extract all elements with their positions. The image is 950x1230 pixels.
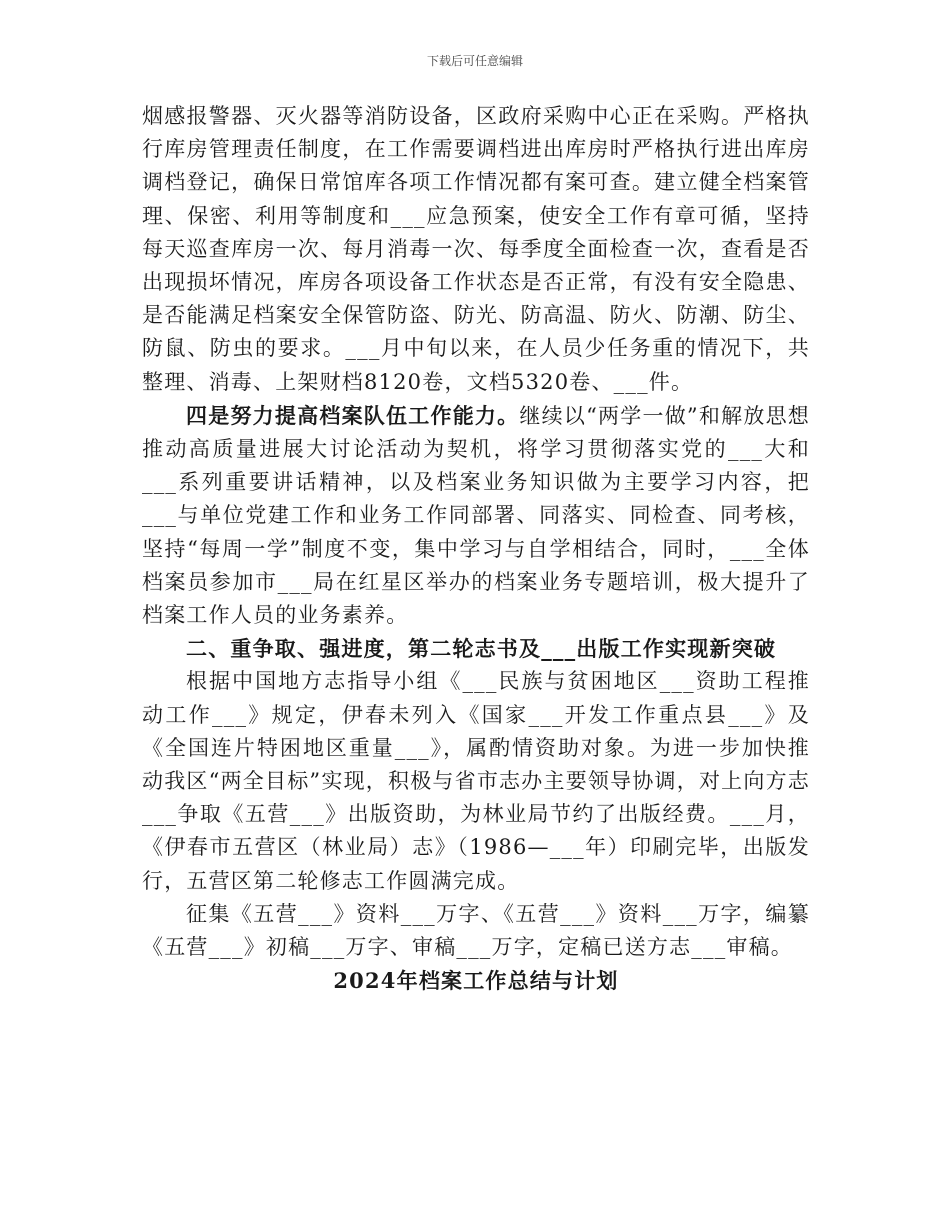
paragraph-lead-bold: 四是努力提高档案队伍工作能力。 [186, 402, 520, 428]
paragraph-archive-security: 烟感报警器、灭火器等消防设备，区政府采购中心正在采购。严格执行库房管理责任制度，在工作需要调档进出库房时严格执行进出库房调档登记，确保日常馆库各项工作情况都有案可查。建立健全档案管理、保密、利用等制度和___应急预案，使安全工作有章可循，坚持每天巡查库房一次、每月消毒一次、每季度全面检查一次，查看是否出现损坏情况，库房各项设备工作状态是否正常，有没有安全隐患、是否能满足档案安全保管防盗、防光、防高温、防火、防潮、防尘、防鼠、防虫的要求。___月中旬以来，在人员少任务重的情况下，共整理、消毒、上架财档8120卷，文档5320卷、___件。 [142, 104, 810, 394]
paragraph-body-text: 继续以“两学一做”和解放思想推动高质量进展大讨论活动为契机，将学习贯彻落实党的___大和___系列重要讲话精神，以及档案业务知识做为主要学习内容，把___与单位党建工作和业务工作同部署、同落实、同检查、同考核，坚持“每周一学”制度不变，集中学习与自学相结合，同时，___全体档案员参加市___局在红星区举办的档案业务专题培训，极大提升了档案工作人员的业务素养。 [142, 403, 810, 628]
section-heading-2: 二、重争取、强进度，第二轮志书及___出版工作实现新突破 [186, 636, 777, 662]
document-body [142, 100, 810, 997]
paragraph-compilation-stats: 征集《五营___》资料___万字、《五营___》资料___万字，编纂《五营___》初稿___万字、审稿___万字，定稿已送方志___审稿。 [142, 901, 810, 960]
page-header: 下载后可任意编辑 [426, 54, 523, 68]
paragraph-publication-funding: 根据中国地方志指导小组《___民族与贫困地区___资助工程推动工作___》规定，伊春未列入《国家___开发工作重点县___》及《全国连片特困地区重量___》，属酌情资助对象。为进一步加快推动我区“两全目标”实现，积极与省市志办主要领导协调，对上向方志___争取《五营___》出版资助，为林业局节约了出版经费。___月，《伊春市五营区（林业局）志》（1986—___年）印刷完毕，出版发行，五营区第二轮修志工作圆满完成。 [142, 669, 810, 893]
document-title: 2024年档案工作总结与计划 [333, 968, 619, 994]
paragraph-team-capacity [142, 399, 810, 632]
